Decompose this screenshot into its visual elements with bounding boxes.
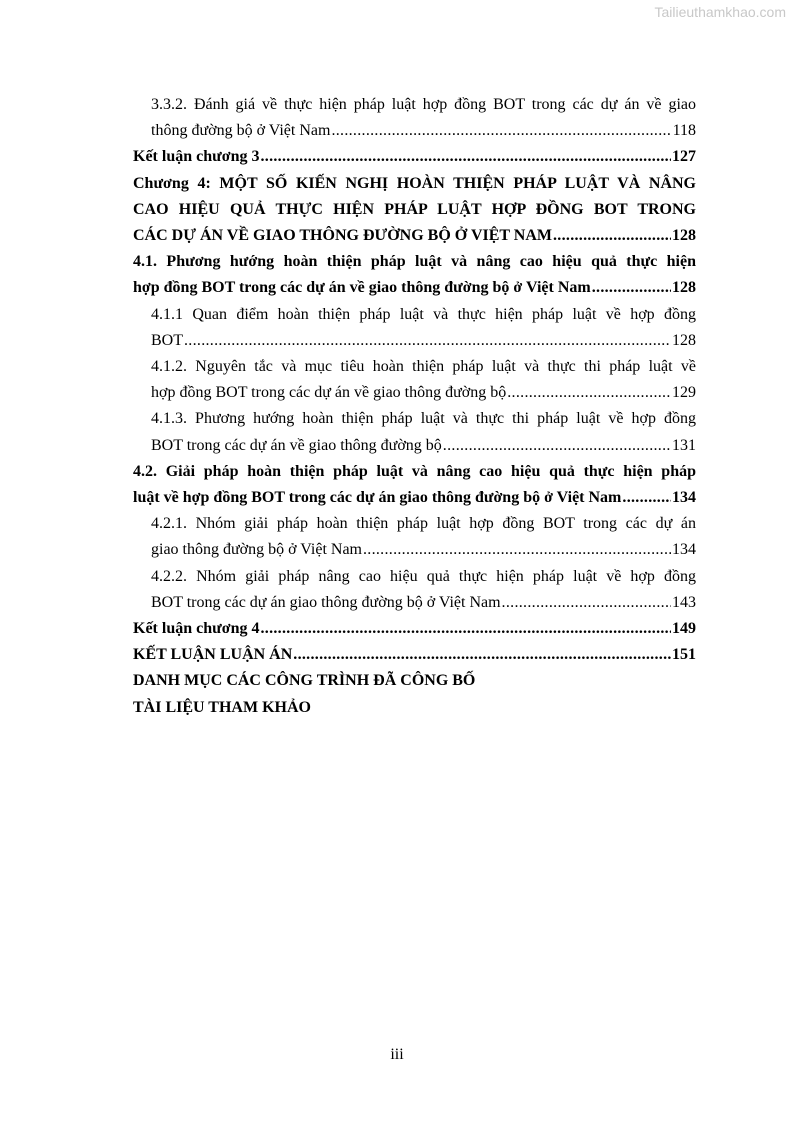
dot-leader xyxy=(443,433,671,459)
toc-entry[interactable] xyxy=(133,668,696,694)
toc-entry-line: 4.1. Phương hướng hoàn thiện pháp luật và nâng cao hiệu quả thực hiện xyxy=(133,253,696,271)
toc-entry[interactable] xyxy=(133,459,696,511)
toc-entry[interactable] xyxy=(133,249,696,301)
table-of-contents xyxy=(133,92,696,721)
dot-leader xyxy=(592,275,671,301)
toc-entry[interactable] xyxy=(133,695,696,721)
toc-entry-line: 4.1.1 Quan điểm hoàn thiện pháp luật và thực hiện pháp luật về hợp đồng xyxy=(151,305,696,323)
toc-entry-line: Chương 4: MỘT SỐ KIẾN NGHỊ HOÀN THIỆN PHÁP LUẬT VÀ NÂNG xyxy=(133,174,696,192)
toc-page-number: 127 xyxy=(672,148,696,166)
toc-entry-title: Kết luận chương 3 xyxy=(133,148,260,166)
toc-page-number: 128 xyxy=(672,279,696,297)
toc-entry-title: CÁC DỰ ÁN VỀ GIAO THÔNG ĐƯỜNG BỘ Ở VIỆT NAM xyxy=(133,227,552,245)
dot-leader xyxy=(260,616,671,642)
toc-entry-title: DANH MỤC CÁC CÔNG TRÌNH ĐÃ CÔNG BỐ xyxy=(133,672,476,690)
toc-entry[interactable] xyxy=(133,511,696,563)
toc-entry-title: KẾT LUẬN LUẬN ÁN xyxy=(133,646,293,664)
toc-page-number: 143 xyxy=(672,593,696,611)
toc-page-number: 149 xyxy=(672,620,696,638)
toc-entry[interactable] xyxy=(133,144,696,170)
toc-entry-title: BOT trong các dự án giao thông đường bộ ở Việt Nam xyxy=(151,593,501,611)
dot-leader xyxy=(260,144,671,170)
toc-entry[interactable] xyxy=(133,171,696,250)
page-number: iii xyxy=(390,1046,404,1063)
toc-entry-title: TÀI LIỆU THAM KHẢO xyxy=(133,698,311,716)
toc-entry-line: 4.1.3. Phương hướng hoàn thiện pháp luật và thực thi pháp luật về hợp đồng xyxy=(151,410,696,428)
toc-page-number: 128 xyxy=(672,331,696,349)
toc-entry-line: 4.2.2. Nhóm giải pháp nâng cao hiệu quả thực hiện pháp luật về hợp đồng xyxy=(151,567,696,585)
toc-entry[interactable] xyxy=(133,302,696,354)
toc-entry-title: luật về hợp đồng BOT trong các dự án giao thông đường bộ ở Việt Nam xyxy=(133,489,622,507)
toc-entry-title: Kết luận chương 4 xyxy=(133,620,260,638)
dot-leader xyxy=(331,118,671,144)
toc-page-number: 151 xyxy=(672,646,696,664)
toc-page-number: 128 xyxy=(672,227,696,245)
toc-entry[interactable] xyxy=(133,92,696,144)
toc-entry-line: CAO HIỆU QUẢ THỰC HIỆN PHÁP LUẬT HỢP ĐỒNG BOT TRONG xyxy=(133,200,696,218)
toc-page-number: 134 xyxy=(672,489,696,507)
dot-leader xyxy=(622,485,671,511)
toc-entry-line: 4.2.1. Nhóm giải pháp hoàn thiện pháp luật hợp đồng BOT trong các dự án xyxy=(151,515,696,533)
toc-entry-title: hợp đồng BOT trong các dự án về giao thông đường bộ xyxy=(151,384,507,402)
dot-leader xyxy=(184,328,671,354)
watermark: Tailieuthamkhao.com xyxy=(654,4,786,20)
toc-entry-line: 4.1.2. Nguyên tắc và mục tiêu hoàn thiện pháp luật và thực thi pháp luật về xyxy=(151,358,696,376)
toc-page-number: 134 xyxy=(672,541,696,559)
dot-leader xyxy=(363,537,671,563)
toc-entry[interactable] xyxy=(133,406,696,458)
toc-entry-line: 3.3.2. Đánh giá về thực hiện pháp luật hợp đồng BOT trong các dự án về giao xyxy=(151,96,696,113)
dot-leader xyxy=(507,380,671,406)
toc-entry-title: BOT trong các dự án về giao thông đường bộ xyxy=(151,436,442,454)
toc-entry[interactable] xyxy=(133,642,696,668)
toc-entry[interactable] xyxy=(133,354,696,406)
toc-entry-title: BOT xyxy=(151,331,183,349)
toc-entry[interactable] xyxy=(133,616,696,642)
toc-page-number: 118 xyxy=(672,122,696,140)
toc-entry-line: 4.2. Giải pháp hoàn thiện pháp luật và nâng cao hiệu quả thực hiện pháp xyxy=(133,462,696,480)
dot-leader xyxy=(502,590,671,616)
toc-page-number: 129 xyxy=(672,384,696,402)
dot-leader xyxy=(553,223,671,249)
toc-entry[interactable] xyxy=(133,564,696,616)
toc-entry-title: hợp đồng BOT trong các dự án về giao thông đường bộ ở Việt Nam xyxy=(133,279,591,297)
toc-entry-title: thông đường bộ ở Việt Nam xyxy=(151,122,331,140)
toc-entry-title: giao thông đường bộ ở Việt Nam xyxy=(151,541,362,559)
dot-leader xyxy=(293,642,671,668)
toc-page-number: 131 xyxy=(672,436,696,454)
